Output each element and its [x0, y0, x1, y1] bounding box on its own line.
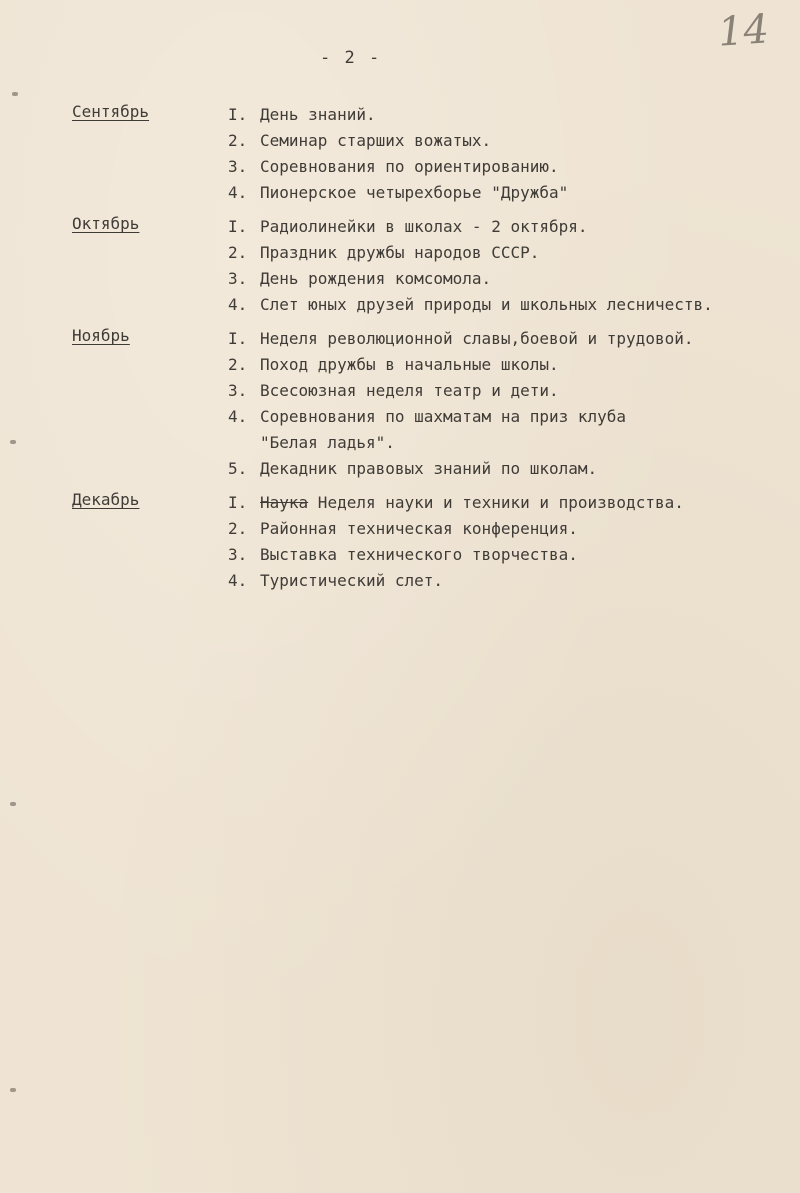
folio-number: 14: [716, 6, 771, 56]
list-item: [228, 378, 788, 404]
list-item: [228, 456, 788, 482]
item-text: Радиолинейки в школах - 2 октября.: [260, 217, 588, 236]
event-list: [228, 214, 788, 318]
item-number: 3.: [228, 545, 248, 564]
month-label: Октябрь: [72, 214, 140, 233]
page-number: - 2 -: [320, 48, 382, 68]
item-text: Выставка технического творчества.: [260, 545, 578, 564]
paper-mark: [10, 802, 16, 806]
item-text: Соревнования по шахматам на приз клуба: [260, 407, 627, 426]
list-item: [228, 516, 788, 542]
list-item: [228, 568, 788, 594]
item-text: Всесоюзная неделя театр и дети.: [260, 381, 559, 400]
item-continuation: "Белая ладья".: [260, 433, 395, 452]
list-item: [228, 292, 788, 318]
list-item: [228, 542, 788, 568]
event-list: [228, 490, 788, 594]
item-number: 2.: [228, 355, 248, 374]
item-number: 3.: [228, 157, 248, 176]
item-number: I.: [228, 493, 248, 512]
item-number: 2.: [228, 519, 248, 538]
item-number: 4.: [228, 571, 248, 590]
list-item: [228, 102, 788, 128]
item-text: Туристический слет.: [260, 571, 444, 590]
item-number: 2.: [228, 243, 248, 262]
item-text: Семинар старших вожатых.: [260, 131, 492, 150]
list-item: [228, 352, 788, 378]
item-number: 2.: [228, 131, 248, 150]
event-list: [228, 326, 788, 482]
item-text: День рождения комсомола.: [260, 269, 492, 288]
list-item: [228, 214, 788, 240]
list-item: [228, 266, 788, 292]
item-number: 4.: [228, 295, 248, 314]
list-item: [228, 404, 788, 456]
list-item: [228, 154, 788, 180]
paper-mark: [10, 440, 16, 444]
list-item: [228, 490, 788, 516]
item-text: Поход дружбы в начальные школы.: [260, 355, 559, 374]
item-text: Слет юных друзей природы и школьных лесничеств.: [260, 295, 713, 314]
item-text: Праздник дружбы народов СССР.: [260, 243, 540, 262]
item-text: Декадник правовых знаний по школам.: [260, 459, 598, 478]
list-item: [228, 180, 788, 206]
list-item: [228, 128, 788, 154]
month-label: Ноябрь: [72, 326, 130, 345]
item-text: Соревнования по ориентированию.: [260, 157, 559, 176]
list-item: [228, 240, 788, 266]
item-text: Неделя науки и техники и производства.: [308, 493, 684, 512]
item-text: Пионерское четырехборье "Дружба": [260, 183, 569, 202]
paper-mark: [12, 92, 18, 96]
item-number: I.: [228, 329, 248, 348]
paper-mark: [10, 1088, 16, 1092]
item-text: Районная техническая конференция.: [260, 519, 578, 538]
item-number: 3.: [228, 269, 248, 288]
item-number: 3.: [228, 381, 248, 400]
list-item: [228, 326, 788, 352]
month-label: Декабрь: [72, 490, 140, 509]
month-label: Сентябрь: [72, 102, 150, 121]
item-text: Неделя революционной славы,боевой и трудовой.: [260, 329, 694, 348]
struck-word: Наука: [260, 493, 309, 512]
item-number: 5.: [228, 459, 248, 478]
item-number: 4.: [228, 407, 248, 426]
item-number: 4.: [228, 183, 248, 202]
item-number: I.: [228, 105, 248, 124]
item-number: I.: [228, 217, 248, 236]
item-text: День знаний.: [260, 105, 376, 124]
event-list: [228, 102, 788, 206]
